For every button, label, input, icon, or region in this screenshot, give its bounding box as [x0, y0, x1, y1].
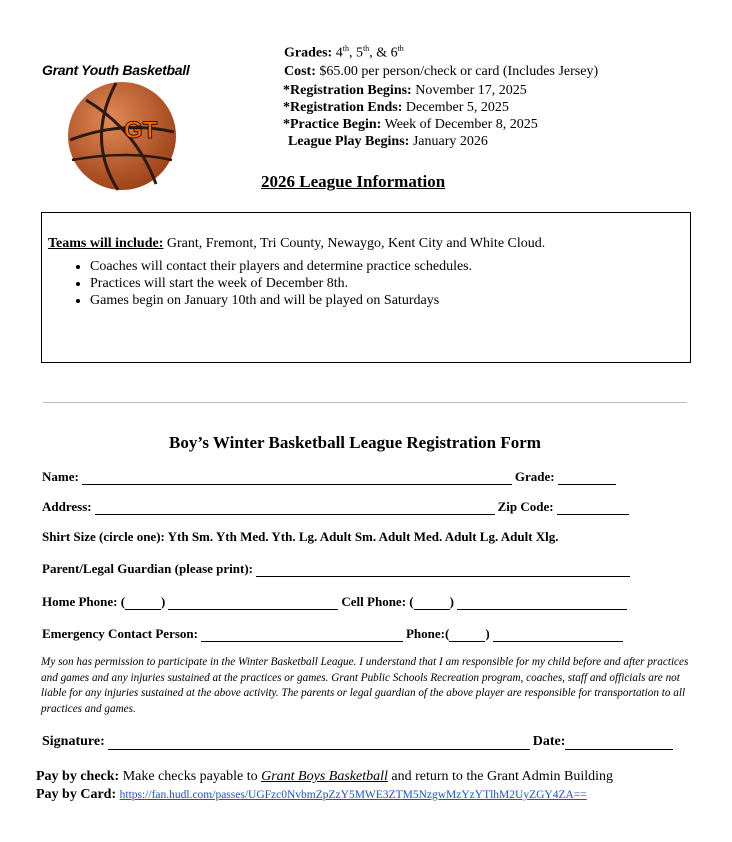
address-label: Address: [42, 499, 92, 514]
form-title: Boy’s Winter Basketball League Registration Form [169, 433, 541, 452]
cell-phone-field[interactable] [457, 597, 627, 610]
waiver-text: My son has permission to participate in the Winter Basketball League. I understand that I am responsible for my child before and after practices and games and any injuries sustained at the practices or games. Grant Public Schools Recreation program, coaches, staff and officials are not liable for any injuries sustained at the above activity. The parents or legal guardian of the above player are responsible for transportation to all practices and games. [41, 656, 689, 715]
paren: ) [485, 626, 490, 641]
paren: ) [161, 594, 166, 609]
league-info-heading: 2026 League Information [261, 172, 446, 191]
grade-label: Grade: [514, 469, 555, 484]
info-bullets [42, 258, 690, 309]
grade-field[interactable] [558, 472, 616, 485]
shirt-size: Shirt Size (circle one): Yth Sm. Yth Med. Yth. Lg. Adult Sm. Adult Med. Adult Lg. Adult Xlg. [42, 529, 559, 544]
registration-begins: *Registration Begins: November 17, 2025 [283, 83, 527, 98]
signature-field[interactable] [108, 737, 530, 750]
practice-begins: *Practice Begin: Week of December 8, 2025 [283, 117, 538, 132]
bullet: • Coaches will contact their players and determine practice schedules. [90, 258, 690, 275]
emergency-field[interactable] [201, 629, 403, 642]
date-field[interactable] [565, 737, 673, 750]
cell-phone-label: Cell Phone: ( [341, 594, 414, 609]
svg-text:GT: GT [124, 117, 158, 144]
registration-ends: *Registration Ends: December 5, 2025 [283, 100, 509, 115]
zip-label: Zip Code: [497, 499, 554, 514]
divider [43, 402, 687, 403]
emergency-phone-label: Phone:( [405, 626, 450, 641]
home-area-field[interactable] [125, 597, 161, 610]
teams-line: Teams will include: Grant, Fremont, Tri County, Newaygo, Kent City and White Cloud. [48, 236, 546, 251]
pay-by-check: Pay by check: Make checks payable to Grant Boys Basketball and return to the Grant Admin Building [36, 769, 614, 784]
pay-by-card: Pay by Card: https://fan.hudl.com/passes/UGFzc0NvbmZpZzY5MWE3ZTM5NzgwMzYzYTlhM2UyZGY4ZA== [36, 787, 587, 802]
zip-field[interactable] [557, 502, 629, 515]
logo-title: Grant Youth Basketball [42, 62, 190, 78]
grades: Grades: 4th, 5th, & 6th [284, 44, 404, 61]
emergency-area-field[interactable] [449, 629, 485, 642]
basketball-logo-icon [66, 80, 178, 192]
league-play-begins: League Play Begins: January 2026 [288, 134, 488, 149]
cell-area-field[interactable] [414, 597, 450, 610]
guardian-field[interactable] [256, 564, 630, 577]
date-label: Date: [532, 734, 566, 749]
emergency-phone-field[interactable] [493, 629, 623, 642]
emergency-label: Emergency Contact Person: [42, 626, 198, 641]
bullet: • Games begin on January 10th and will be played on Saturdays [90, 292, 690, 309]
cost: Cost: $65.00 per person/check or card (Includes Jersey) [284, 64, 599, 79]
name-field[interactable] [82, 472, 512, 485]
home-phone-label: Home Phone: ( [42, 594, 126, 609]
paren: ) [449, 594, 454, 609]
guardian-label: Parent/Legal Guardian (please print): [42, 561, 254, 576]
home-phone-field[interactable] [168, 597, 338, 610]
name-label: Name: [42, 469, 79, 484]
signature-label: Signature: [42, 734, 105, 749]
address-field[interactable] [95, 502, 495, 515]
bullet: • Practices will start the week of December 8th. [90, 275, 690, 292]
card-payment-link[interactable]: https://fan.hudl.com/passes/UGFzc0NvbmZpZzY5MWE3ZTM5NzgwMzYzYTlhM2UyZGY4ZA== [119, 789, 587, 801]
league-info-box [41, 212, 691, 363]
